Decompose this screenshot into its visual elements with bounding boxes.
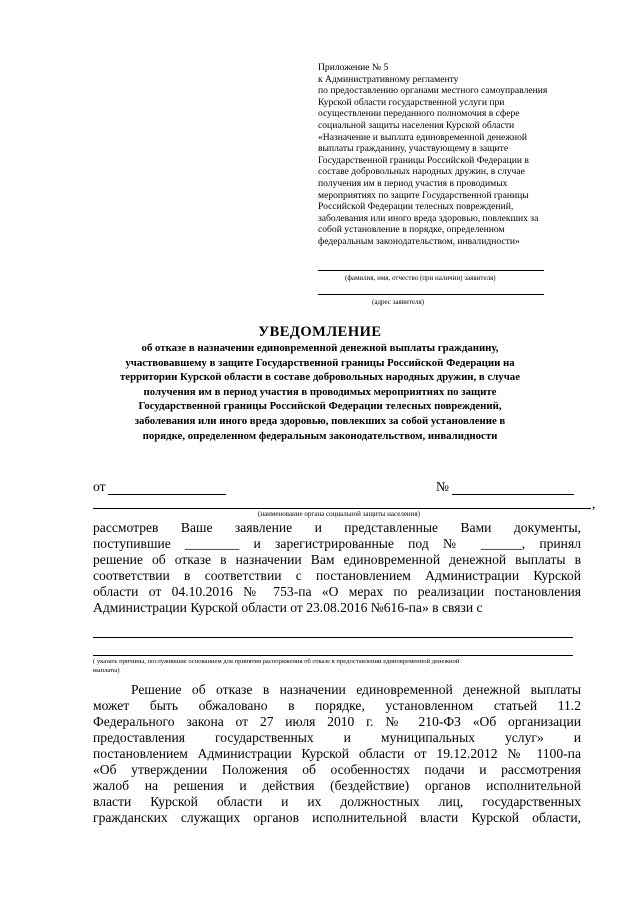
appendix-line: Государственной границы Российской Федерации в bbox=[318, 154, 529, 166]
subtitle-line: заболевания или иного вреда здоровью, повлекших за собой установление в bbox=[134, 414, 506, 427]
body-paragraph-2 bbox=[93, 682, 581, 826]
appendix-line: Российской Федерации телесных повреждений, bbox=[318, 201, 514, 213]
subtitle-line: порядке, определенном федеральным законодательством, инвалидности bbox=[142, 429, 498, 442]
reason-caption-2: выплаты) bbox=[93, 667, 120, 674]
subtitle-line: об отказе в назначении единовременной денежной выплаты гражданину, bbox=[141, 342, 499, 354]
org-line-comma: , bbox=[592, 496, 596, 511]
appendix-line: к Административному регламенту bbox=[318, 73, 459, 85]
body-line: рассмотрев Ваше заявление и представленные Вами документы, bbox=[93, 520, 581, 535]
body-line: жалоб на решения и действия (бездействие) органов исполнительной bbox=[93, 778, 581, 793]
appendix-line: выплаты гражданину, участвующему в защите bbox=[318, 143, 509, 155]
subtitle-line: Государственной границы Российской Федерации телесных повреждений, bbox=[138, 400, 502, 413]
body-line: власти Курской области и их должностных лиц, государственных bbox=[93, 794, 581, 809]
reason-caption: ( указать причины, послужившие основанием для принятия распоряжения об отказе в предоставлении единовременной денежной bbox=[93, 658, 460, 665]
body-line: постановлением Администрации Курской области от 19.12.2012 № 1100-па bbox=[93, 746, 581, 761]
applicant-address-caption: (адрес заявителя) bbox=[372, 298, 424, 306]
number-field-line[interactable] bbox=[452, 494, 574, 495]
org-name-line[interactable] bbox=[93, 508, 591, 509]
body-line: соответствии в соответствии с постановлением Администрации Курской bbox=[93, 568, 581, 583]
notice-subtitle bbox=[80, 341, 560, 443]
body-line: области от 04.10.2016 № 753-па «О мерах по реализации постановления bbox=[93, 584, 581, 599]
body-line: предоставления государственных и муниципальных услуг» и bbox=[93, 730, 581, 745]
appendix-line: осуществлении переданного полномочия в сфере bbox=[318, 108, 520, 120]
body-line: Администрации Курской области от 23.08.2016 №616-па» в связи с bbox=[93, 600, 483, 615]
subtitle-line: территории Курской области в составе добровольных народных дружин, в случае bbox=[119, 371, 520, 384]
appendix-line: заболевания или иного вреда здоровью, повлекших за bbox=[318, 212, 539, 224]
number-label: № bbox=[436, 479, 449, 494]
applicant-address-line bbox=[318, 294, 544, 295]
body-line: Федерального закона от 27 июля 2010 г. № 210-ФЗ «Об организации bbox=[93, 714, 581, 729]
notice-title: УВЕДОМЛЕНИЕ bbox=[258, 324, 382, 340]
applicant-name-line bbox=[318, 270, 544, 271]
body-line: гражданских служащих органов исполнительной власти Курской области, bbox=[93, 810, 581, 825]
appendix-line: Приложение № 5 bbox=[318, 62, 389, 73]
appendix-line: мероприятиях по защите Государственной границы bbox=[318, 189, 529, 201]
appendix-line: составе добровольных народных дружин, в случае bbox=[318, 166, 525, 178]
org-caption: (наименование органа социальной защиты населения) bbox=[258, 510, 420, 518]
appendix-block bbox=[318, 62, 608, 248]
appendix-line: собой установление в порядке, определенном bbox=[318, 224, 505, 236]
appendix-line: получения им в период участия в проводимых bbox=[318, 177, 508, 189]
body-paragraph-1 bbox=[93, 520, 581, 616]
subtitle-line: участвовавшему в защите Государственной границы Российской Федерации на bbox=[125, 356, 515, 369]
appendix-line: «Назначение и выплата единовременной денежной bbox=[318, 131, 528, 143]
appendix-line: федеральным законодательством, инвалидности» bbox=[318, 235, 520, 247]
body-line: решение об отказе в назначении Вам единовременной денежной выплаты в bbox=[93, 552, 581, 567]
applicant-name-caption: (фамилия, имя, отчество (при наличии) заявителя) bbox=[345, 274, 496, 282]
date-field-line[interactable] bbox=[108, 494, 226, 495]
body-line: Решение об отказе в назначении единовременной денежной выплаты bbox=[131, 682, 581, 697]
reason-line-1[interactable] bbox=[93, 637, 573, 638]
appendix-line: по предоставлению органами местного самоуправления bbox=[318, 85, 548, 97]
from-label: от bbox=[93, 479, 106, 494]
appendix-line: Курской области государственной услуги при bbox=[318, 96, 505, 108]
body-line: «Об утверждении Положения об особенностях подачи и рассмотрения bbox=[93, 762, 581, 777]
appendix-line: социальной защиты населения Курской области bbox=[318, 119, 515, 131]
body-line: может быть обжаловано в порядке, установленном статьей 11.2 bbox=[93, 698, 581, 713]
reason-line-2[interactable] bbox=[93, 655, 573, 656]
body-line: поступившие ________ и зарегистрированные под № ______, принял bbox=[93, 536, 581, 551]
subtitle-line: получения им в период участия в проводимых мероприятиях по защите bbox=[143, 385, 497, 398]
